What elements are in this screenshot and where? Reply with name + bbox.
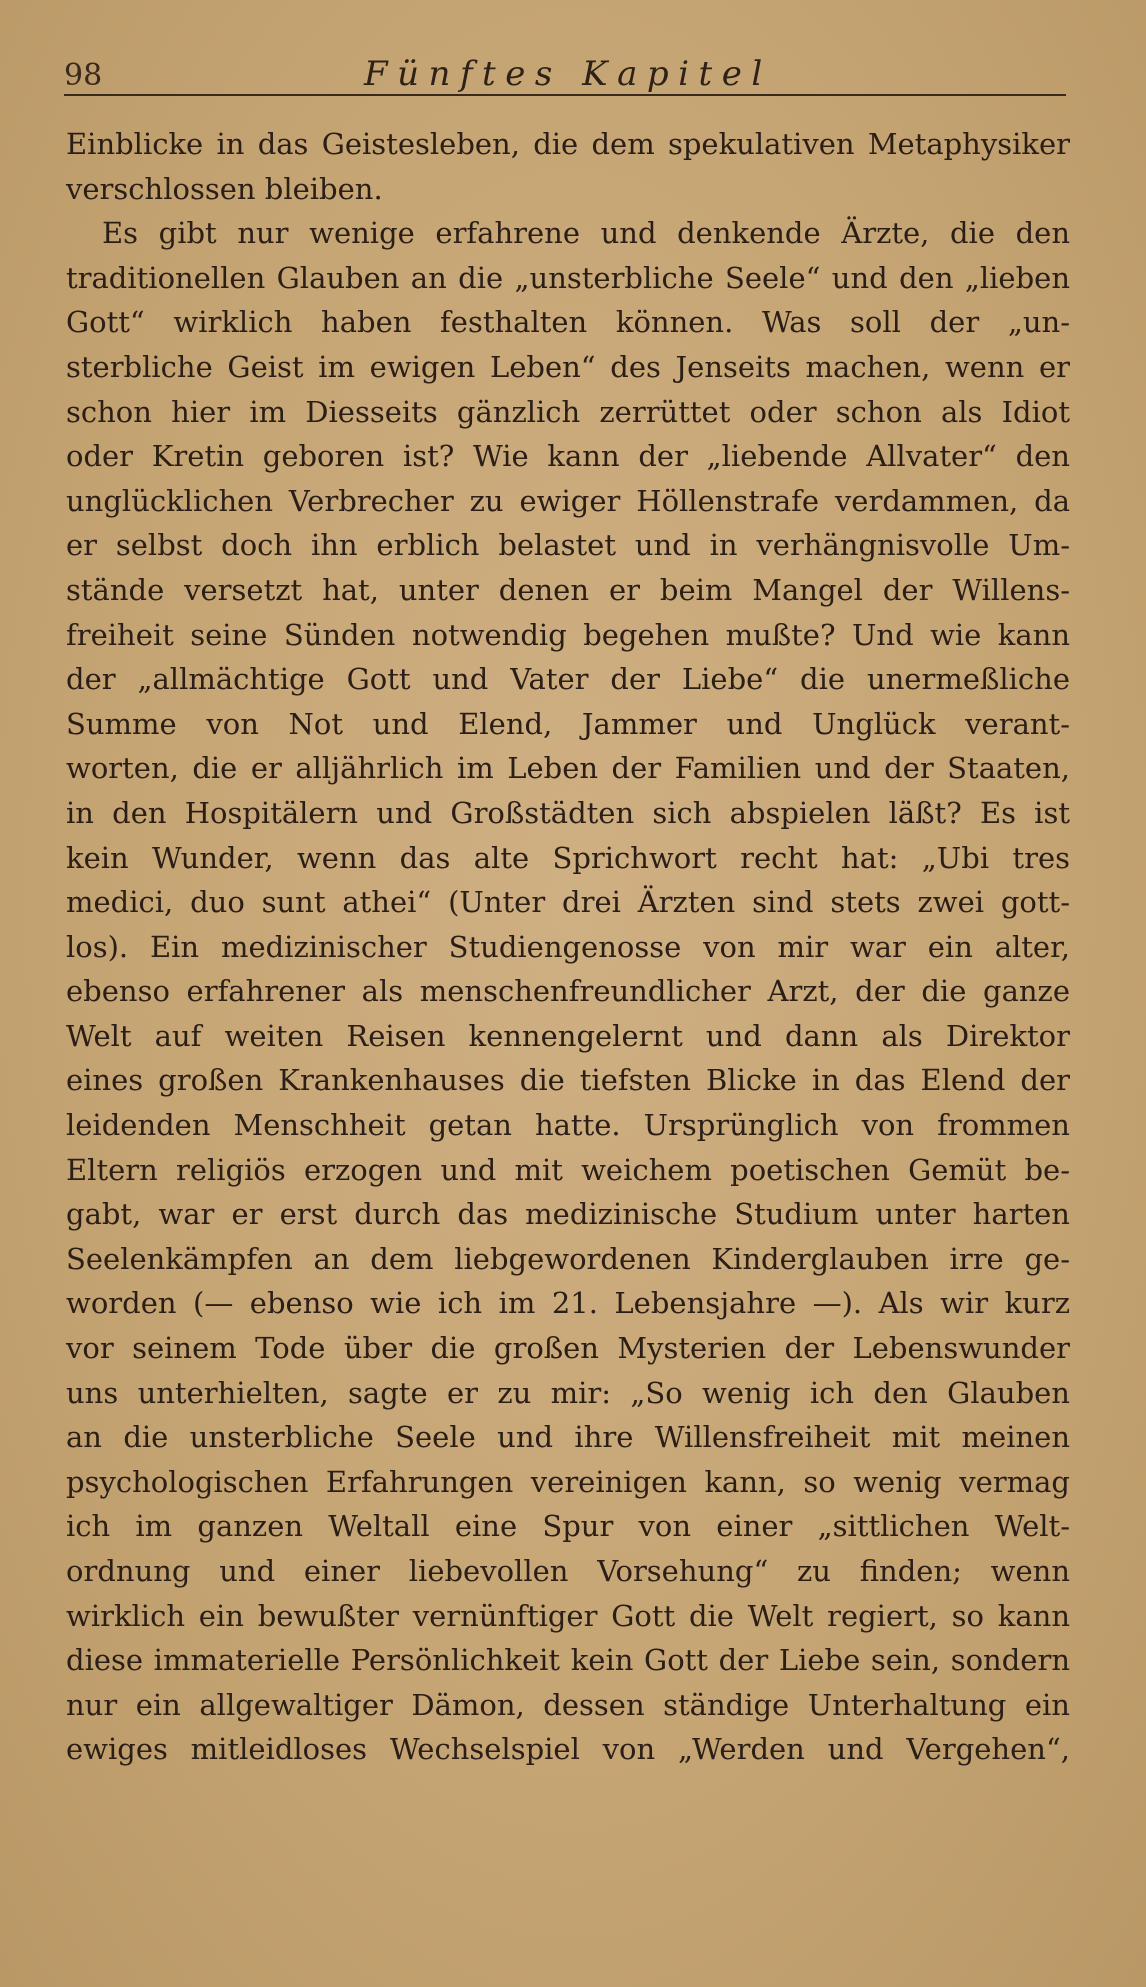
text-line: oder Kretin geboren ist? Wie kann der „liebende Allvater“ den [66,439,1070,474]
text-line: stände versetzt hat, unter denen er beim Mangel der Willens- [66,572,1070,607]
text-line: schon hier im Diesseits gänzlich zerrüttet oder schon als Idiot [66,394,1070,429]
text-line: in den Hospitälern und Großstädten sich abspielen läßt? Es ist [66,795,1070,830]
text-line: diese immaterielle Persönlichkeit kein Gott der Liebe sein, sondern [66,1643,1070,1678]
text-line: Seelenkämpfen an dem liebgewordenen Kinderglauben irre ge- [66,1241,1070,1276]
text-line: sterbliche Geist im ewigen Leben“ des Jenseits machen, wenn er [66,349,1070,384]
text-line: verschlossen bleiben. [66,171,383,206]
text-line: unglücklichen Verbrecher zu ewiger Höllenstrafe verdammen, da [66,483,1070,518]
text-line: Es gibt nur wenige erfahrene und denkende Ärzte, die den [102,216,1070,251]
text-line: worten, die er alljährlich im Leben der Familien und der Staaten, [66,751,1070,786]
text-line: eines großen Krankenhauses die tiefsten Blicke in das Elend der [66,1063,1070,1098]
page-number: 98 [64,58,103,93]
text-line: ebenso erfahrener als menschenfreundlicher Arzt, der die ganze [66,974,1070,1009]
text-line: wirklich ein bewußter vernünftiger Gott die Welt regiert, so kann [66,1598,1070,1633]
text-line: an die unsterbliche Seele und ihre Willensfreiheit mit meinen [66,1420,1070,1455]
page-header [64,52,1066,96]
text-line: worden (— ebenso wie ich im 21. Lebensjahre —). Als wir kurz [66,1286,1070,1321]
text-line: Summe von Not und Elend, Jammer und Unglück verant- [66,706,1070,741]
text-line: ewiges mitleidloses Wechselspiel von „Werden und Vergehen“, [66,1732,1070,1767]
text-line: traditionellen Glauben an die „unsterbliche Seele“ und den „lieben [66,260,1070,295]
body-text [66,122,1070,1772]
text-line: medici, duo sunt athei“ (Unter drei Ärzten sind stets zwei gott- [66,885,1070,920]
text-line: vor seinem Tode über die großen Mysterien der Lebenswunder [66,1331,1070,1366]
header-rule [64,94,1066,96]
text-line: freiheit seine Sünden notwendig begehen mußte? Und wie kann [66,617,1070,652]
text-line: er selbst doch ihn erblich belastet und in verhängnisvolle Um- [66,528,1070,563]
text-line: gabt, war er erst durch das medizinische Studium unter harten [66,1197,1070,1232]
text-line: Eltern religiös erzogen und mit weichem poetischen Gemüt be- [66,1152,1070,1187]
running-title: Fünftes Kapitel [364,54,772,94]
text-line: Welt auf weiten Reisen kennengelernt und dann als Direktor [66,1018,1070,1053]
text-line: los). Ein medizinischer Studiengenosse von mir war ein alter, [66,929,1070,964]
text-line: nur ein allgewaltiger Dämon, dessen ständige Unterhaltung ein [66,1687,1070,1722]
text-line: der „allmächtige Gott und Vater der Liebe“ die unermeßliche [66,662,1070,697]
text-line: psychologischen Erfahrungen vereinigen kann, so wenig vermag [66,1464,1070,1499]
text-line: Gott“ wirklich haben festhalten können. Was soll der „un- [66,305,1070,340]
text-line: ich im ganzen Weltall eine Spur von einer „sittlichen Welt- [66,1509,1070,1544]
text-line: leidenden Menschheit getan hatte. Ursprünglich von frommen [66,1108,1070,1143]
text-line: uns unterhielten, sagte er zu mir: „So wenig ich den Glauben [66,1375,1070,1410]
text-line: ordnung und einer liebevollen Vorsehung“ zu finden; wenn [66,1554,1070,1588]
text-line: Einblicke in das Geistesleben, die dem spekulativen Metaphysiker [66,127,1070,161]
text-line: kein Wunder, wenn das alte Sprichwort recht hat: „Ubi tres [66,840,1070,875]
